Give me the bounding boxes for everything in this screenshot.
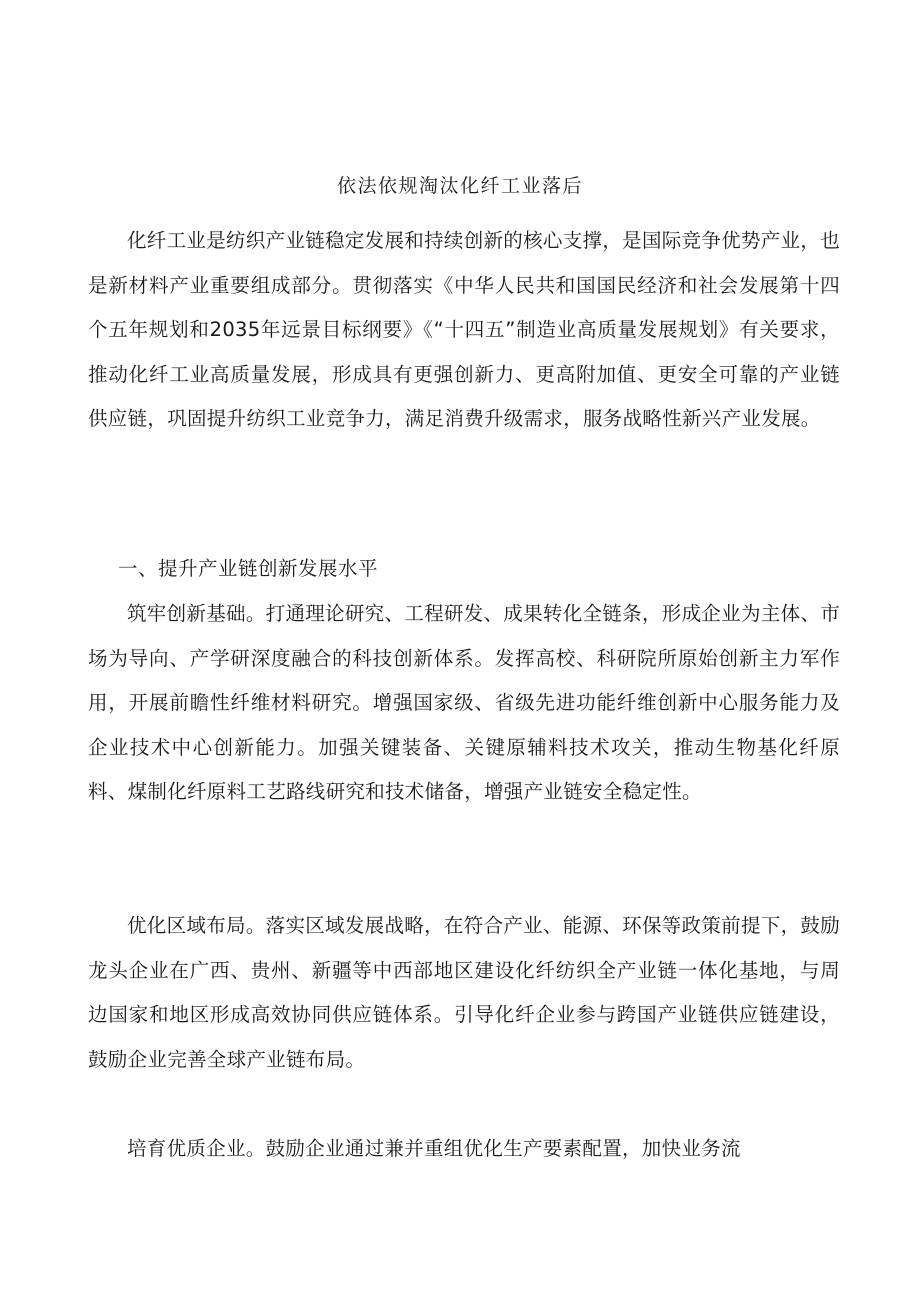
paragraph-innovation-base: 筑牢创新基础。打通理论研究、工程研发、成果转化全链条，形成企业为主体、市场为导向、产学研深度融合的科技创新体系。发挥高校、科研院所原始创新主力军作用，开展前瞻性纤维材料研究。增强国家级、省级先进功能纤维创新中心服务能力及企业技术中心创新能力。加强关键装备、关键原辅料技术攻关，推动生物基化纤原料、煤制化纤原料工艺路线研究和技术储备，增强产业链安全稳定性。 — [88, 602, 840, 803]
section-heading-1: 一、提升产业链创新发展水平 — [118, 557, 379, 580]
document-title: 依法依规淘汰化纤工业落后 — [336, 175, 583, 197]
paragraph-quality-enterprises: 培育优质企业。鼓励企业通过兼并重组优化生产要素配置，加快业务流 — [127, 1137, 741, 1160]
paragraph-regional-layout: 优化区域布局。落实区域发展战略，在符合产业、能源、环保等政策前提下，鼓励龙头企业在广西、贵州、新疆等中西部地区建设化纤纺织全产业链一体化基地，与周边国家和地区形成高效协同供应链体系。引导化纤企业参与跨国产业链供应链建设，鼓励企业完善全球产业链布局。 — [88, 914, 840, 1071]
intro-paragraph: 化纤工业是纺织产业链稳定发展和持续创新的核心支撑，是国际竞争优势产业，也是新材料产业重要组成部分。贯彻落实《中华人民共和国国民经济和社会发展第十四个五年规划和2035年远景目标纲要》《“十四五”制造业高质量发展规划》有关要求，推动化纤工业高质量发展，形成具有更强创新力、更高附加值、更安全可靠的产业链供应链，巩固提升纺织工业竞争力，满足消费升级需求，服务战略性新兴产业发展。 — [88, 229, 840, 430]
